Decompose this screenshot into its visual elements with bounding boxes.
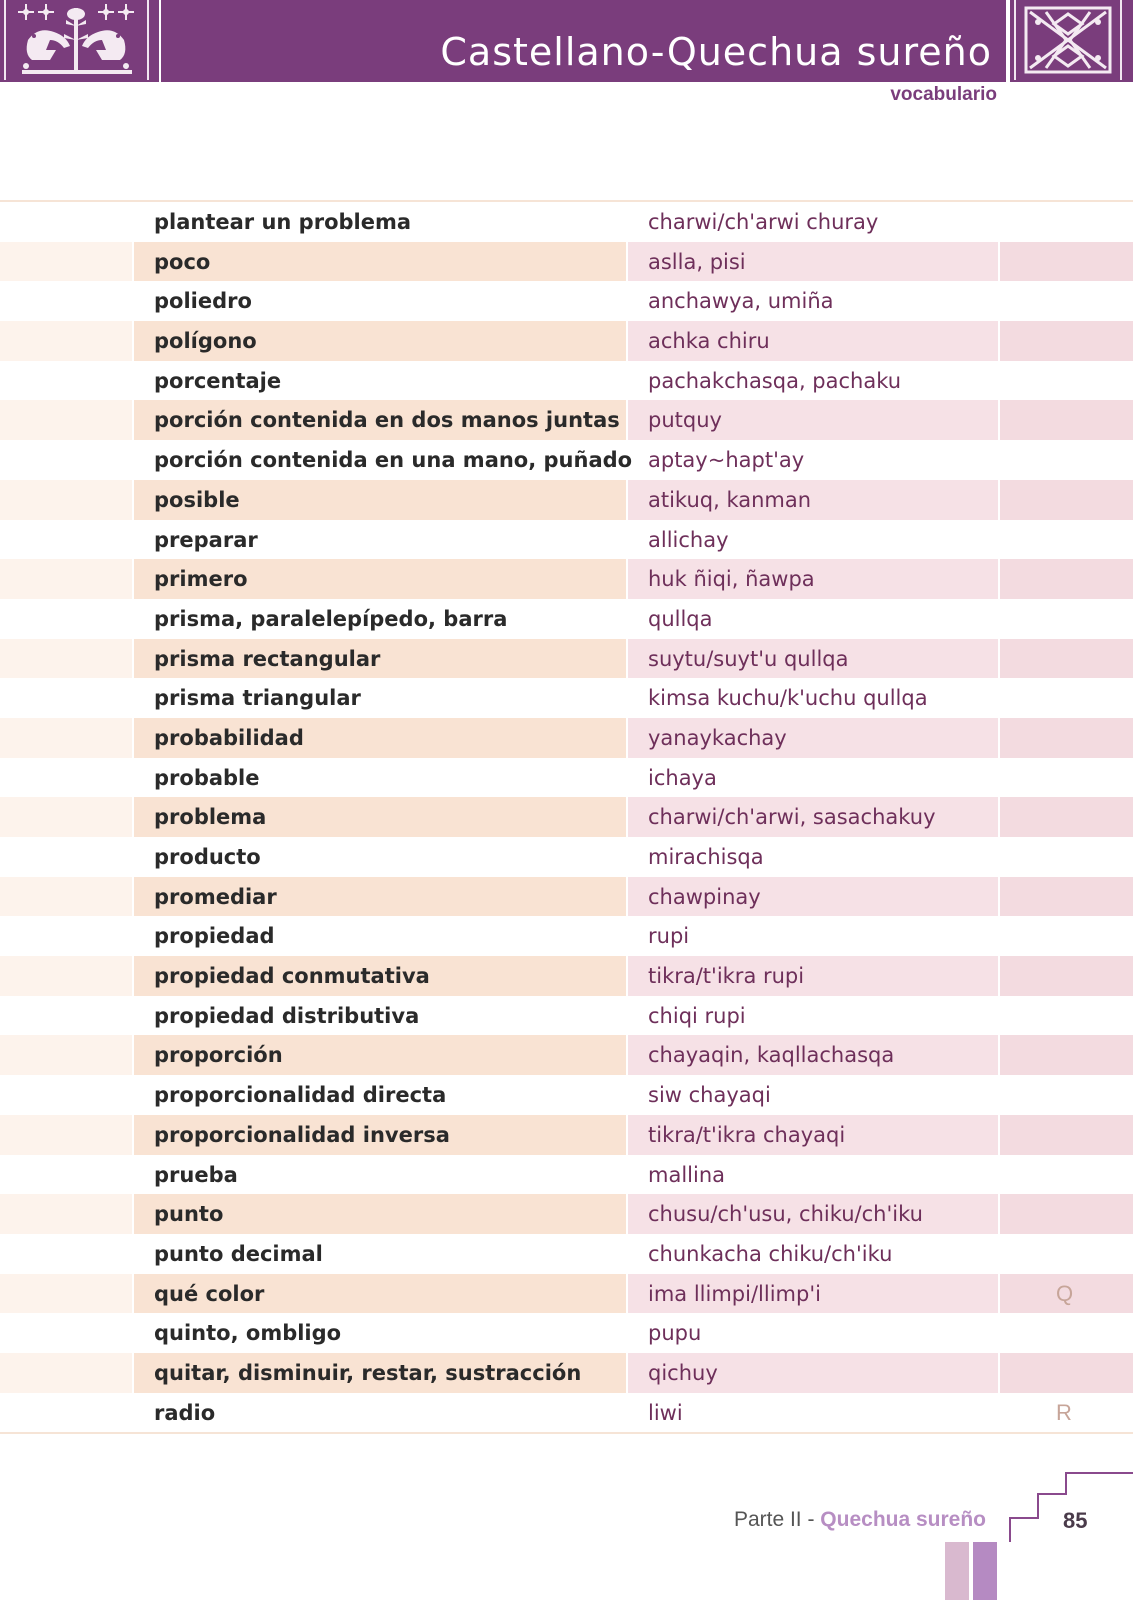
table-row [0,1155,1133,1195]
table-row [0,1353,1133,1393]
quechua-term-cell [628,559,998,599]
table-row [0,599,1133,639]
spanish-term: porción contenida en una mano, puñado [154,448,633,473]
letter-index-cell [1000,1234,1133,1274]
quechua-term-cell [628,797,998,837]
quechua-term-cell [628,242,998,282]
row-margin-cell [0,480,132,520]
spanish-term-cell [134,281,626,321]
spanish-term: probable [154,765,260,790]
quechua-term-cell [628,281,998,321]
spanish-term-cell [134,996,626,1036]
spanish-term: punto [154,1202,224,1227]
spanish-term-cell [134,1313,626,1353]
footer-part-text: Parte II - [733,1508,821,1531]
quechua-term-cell [628,1075,998,1115]
letter-index-cell [1000,797,1133,837]
spanish-term: probabilidad [154,725,304,750]
table-row [0,916,1133,956]
quechua-term-cell [628,996,998,1036]
quechua-term-cell [628,361,998,401]
spanish-term-cell [134,1194,626,1234]
row-margin-cell [0,599,132,639]
birds-tree-icon [6,0,147,80]
table-row [0,1194,1133,1234]
spanish-term: radio [154,1400,216,1425]
spanish-term-cell [134,321,626,361]
table-row [0,1234,1133,1274]
letter-index-cell [1000,202,1133,242]
spanish-term: prueba [154,1162,238,1187]
table-row [0,758,1133,798]
table-row [0,877,1133,917]
spanish-term-cell [134,1075,626,1115]
header-right-frame [1014,0,1122,80]
letter-index-cell [1000,281,1133,321]
spanish-term: qué color [154,1281,265,1306]
quechua-term: mallina [648,1162,726,1187]
quechua-term: ima llimpi/llimp'i [648,1281,821,1306]
letter-index-cell [1000,1194,1133,1234]
letter-index-cell [1000,877,1133,917]
header-right-panel [1010,0,1133,82]
row-margin-cell [0,916,132,956]
row-margin-cell [0,440,132,480]
letter-index-cell [1000,956,1133,996]
geometric-weave-icon [1016,0,1120,80]
quechua-term: pachakchasqa, pachaku [648,368,902,393]
spanish-term-cell [134,1035,626,1075]
table-row [0,837,1133,877]
spanish-term-cell [134,400,626,440]
letter-index-cell [1000,440,1133,480]
table-row [0,718,1133,758]
letter-index-cell [1000,837,1133,877]
spanish-term-cell [134,718,626,758]
letter-index-cell [1000,242,1133,282]
table-row [0,1393,1133,1433]
spanish-term-cell [134,956,626,996]
spanish-term-cell [134,797,626,837]
table-row [0,321,1133,361]
quechua-term: siw chayaqi [648,1083,771,1108]
table-row [0,559,1133,599]
quechua-term: chawpinay [648,884,761,909]
table-row [0,1035,1133,1075]
table-row [0,281,1133,321]
row-margin-cell [0,1274,132,1314]
quechua-term-cell [628,1155,998,1195]
row-margin-cell [0,956,132,996]
spanish-term-cell [134,639,626,679]
table-bottom-rule [0,1432,1133,1434]
spanish-term-cell [134,242,626,282]
quechua-term: rupi [648,924,690,949]
spanish-term: promediar [154,884,277,909]
letter-index-cell [1000,1274,1133,1314]
spanish-term: preparar [154,527,258,552]
row-margin-cell [0,400,132,440]
header-banner [161,0,1006,82]
spanish-term: porcentaje [154,368,282,393]
quechua-term-cell [628,718,998,758]
table-row [0,242,1133,282]
letter-index: R [1056,1399,1072,1425]
spanish-term: porción contenida en dos manos juntas [154,408,620,433]
table-row [0,1075,1133,1115]
letter-index-cell [1000,916,1133,956]
row-margin-cell [0,361,132,401]
spanish-term-cell [134,1155,626,1195]
footer-part-label [734,1508,986,1532]
quechua-term-cell [628,916,998,956]
quechua-term: pupu [648,1321,702,1346]
letter-index-cell [1000,1155,1133,1195]
quechua-term: kimsa kuchu/k'uchu qullqa [648,686,928,711]
quechua-term: charwi/ch'arwi, sasachakuy [648,805,936,830]
spanish-term-cell [134,202,626,242]
row-margin-cell [0,1353,132,1393]
row-margin-cell [0,1075,132,1115]
quechua-term: chayaqin, kaqllachasqa [648,1043,895,1068]
table-row [0,202,1133,242]
header-left-frame [4,0,149,80]
letter-index-cell [1000,520,1133,560]
table-row [0,678,1133,718]
quechua-term-cell [628,400,998,440]
letter-index-cell [1000,1075,1133,1115]
letter-index: Q [1056,1280,1074,1306]
quechua-term: chunkacha chiku/ch'iku [648,1241,893,1266]
page-title: Castellano-Quechua sureño [440,30,992,74]
quechua-term: yanaykachay [648,725,787,750]
table-row [0,400,1133,440]
spanish-term-cell [134,1274,626,1314]
letter-index-cell [1000,1035,1133,1075]
quechua-term: chusu/ch'usu, chiku/ch'iku [648,1202,923,1227]
quechua-term-cell [628,1035,998,1075]
quechua-term-cell [628,956,998,996]
row-margin-cell [0,718,132,758]
row-margin-cell [0,877,132,917]
spanish-term-cell [134,480,626,520]
row-margin-cell [0,202,132,242]
spanish-term-cell [134,520,626,560]
row-margin-cell [0,797,132,837]
quechua-term-cell [628,837,998,877]
letter-index-cell [1000,758,1133,798]
quechua-term: chiqi rupi [648,1003,746,1028]
quechua-term: mirachisqa [648,845,764,869]
quechua-term-cell [628,599,998,639]
spanish-term-cell [134,1393,626,1433]
row-margin-cell [0,1115,132,1155]
letter-index-cell [1000,996,1133,1036]
table-row [0,440,1133,480]
quechua-term-cell [628,1194,998,1234]
row-margin-cell [0,1194,132,1234]
quechua-term: tikra/t'ikra chayaqi [648,1122,846,1147]
spanish-term-cell [134,1115,626,1155]
spanish-term: prisma triangular [154,686,361,711]
table-row [0,639,1133,679]
spanish-term: producto [154,845,261,869]
quechua-term: huk ñiqi, ñawpa [648,567,815,592]
quechua-term-cell [628,1274,998,1314]
spanish-term-cell [134,440,633,480]
spanish-term-cell [134,361,626,401]
spanish-term: propiedad conmutativa [154,964,430,989]
spanish-term-cell [134,1234,626,1274]
table-row [0,1115,1133,1155]
quechua-term: aptay~hapt'ay [648,448,805,473]
quechua-term: qullqa [648,606,713,631]
footer-section-text: Quechua sureño [820,1508,986,1531]
spanish-term: proporcionalidad inversa [154,1122,450,1147]
table-row [0,956,1133,996]
row-margin-cell [0,758,132,798]
quechua-term: ichaya [648,765,717,790]
table-row [0,797,1133,837]
page-number: 85 [1063,1508,1088,1533]
table-row [0,1274,1133,1314]
quechua-term-cell [628,678,998,718]
spanish-term: problema [154,805,267,830]
spanish-term: poco [154,249,211,274]
row-margin-cell [0,1393,132,1433]
spanish-term: quinto, ombligo [154,1321,342,1346]
row-margin-cell [0,321,132,361]
spanish-term: prisma, paralelepípedo, barra [154,606,508,631]
row-margin-cell [0,559,132,599]
spanish-term: proporcionalidad directa [154,1083,447,1108]
row-margin-cell [0,281,132,321]
letter-index-cell [1000,1313,1133,1353]
quechua-term-cell [628,202,998,242]
spanish-term: posible [154,487,240,512]
row-margin-cell [0,837,132,877]
quechua-term: tikra/t'ikra rupi [648,964,805,989]
letter-index-cell [1000,1353,1133,1393]
quechua-term: putquy [648,408,722,433]
row-margin-cell [0,242,132,282]
quechua-term-cell [628,639,998,679]
letter-index-cell [1000,678,1133,718]
spanish-term: poliedro [154,289,252,314]
quechua-term-cell [628,480,998,520]
quechua-term: suytu/suyt'u qullqa [648,646,849,671]
page-subtitle: vocabulario [890,84,997,105]
row-margin-cell [0,1035,132,1075]
spanish-term: quitar, disminuir, restar, sustracción [154,1360,582,1385]
row-margin-cell [0,1234,132,1274]
table-row [0,996,1133,1036]
spanish-term: punto decimal [154,1241,323,1266]
quechua-term: achka chiru [648,329,770,354]
vocabulary-table [0,202,1133,1432]
letter-index-cell [1000,718,1133,758]
quechua-term: charwi/ch'arwi churay [648,210,879,234]
letter-index-cell [1000,361,1133,401]
table-row [0,361,1133,401]
spanish-term-cell [134,877,626,917]
spanish-term: proporción [154,1043,283,1068]
quechua-term: atikuq, kanman [648,487,812,512]
spanish-term: propiedad [154,924,275,949]
row-margin-cell [0,996,132,1036]
quechua-term-cell [628,321,998,361]
quechua-term-cell [628,440,998,480]
spanish-term-cell [134,599,626,639]
quechua-term-cell [628,1353,998,1393]
spanish-term-cell [134,678,626,718]
spanish-term-cell [134,559,626,599]
spanish-term: polígono [154,329,257,354]
row-margin-cell [0,1313,132,1353]
spanish-term: prisma rectangular [154,646,381,671]
spanish-term-cell [134,916,626,956]
table-row [0,1313,1133,1353]
letter-index-cell [1000,321,1133,361]
quechua-term: qichuy [648,1360,718,1385]
quechua-term: anchawya, umiña [648,289,834,314]
quechua-term-cell [628,877,998,917]
quechua-term-cell [628,758,998,798]
letter-index-cell [1000,480,1133,520]
spanish-term: primero [154,567,248,592]
quechua-term: allichay [648,527,729,552]
quechua-term-cell [628,1313,998,1353]
row-margin-cell [0,1155,132,1195]
quechua-term: liwi [648,1400,683,1425]
letter-index-cell [1000,639,1133,679]
quechua-term-cell [628,1393,998,1433]
header-left-panel [0,0,159,82]
spanish-term-cell [134,1353,626,1393]
quechua-term-cell [628,520,998,560]
row-margin-cell [0,678,132,718]
spanish-term-cell [134,758,626,798]
row-margin-cell [0,520,132,560]
letter-index-cell [1000,559,1133,599]
letter-index-cell [1000,1115,1133,1155]
spanish-term: propiedad distributiva [154,1003,420,1028]
quechua-term-cell [628,1234,998,1274]
spanish-term-cell [134,837,626,877]
row-margin-cell [0,639,132,679]
letter-index-cell [1000,400,1133,440]
letter-index-cell [1000,599,1133,639]
letter-index-cell [1000,1393,1133,1433]
quechua-term: aslla, pisi [648,249,746,274]
spanish-term: plantear un problema [154,210,412,234]
table-row [0,480,1133,520]
table-row [0,520,1133,560]
quechua-term-cell [628,1115,998,1155]
